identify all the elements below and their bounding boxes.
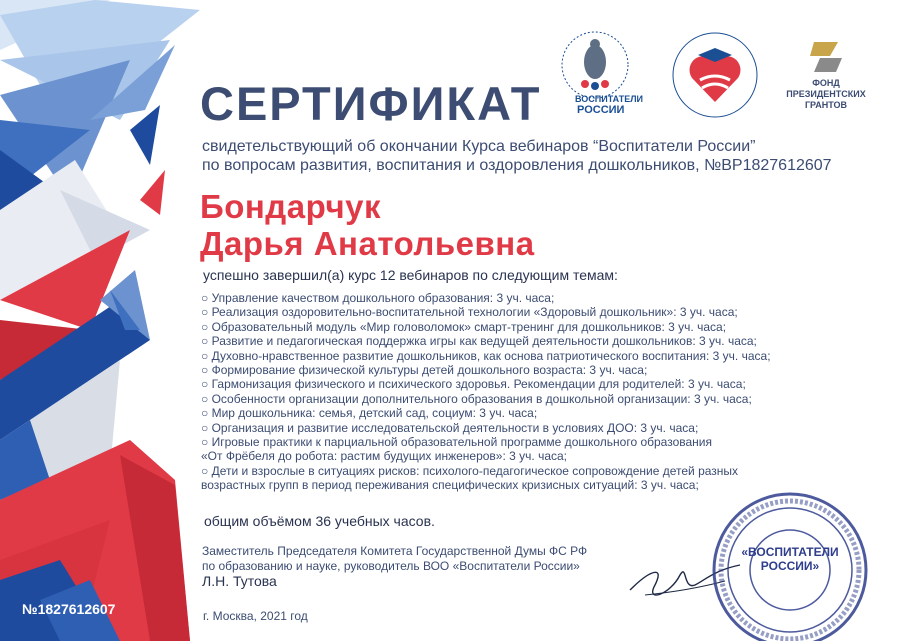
recipient-given-names: Дарья Анатольевна (200, 225, 535, 262)
fond-line2: ПРЕЗИДЕНТСКИХ (786, 89, 866, 99)
fond-line1: ФОНД (812, 78, 840, 88)
voo-emblem-icon (555, 30, 635, 100)
stamp-line2: РОССИИ» (760, 559, 820, 573)
topic-item: «От Фрёбеля до робота: растим будущих инженеров»: 3 уч. часа; (201, 449, 568, 464)
certificate-subtitle (202, 137, 832, 175)
topic-item: возрастных групп в период переживания специфических кризисных ситуаций: 3 уч. часа; (201, 478, 699, 493)
topic-item: ○ Организация и развитие исследовательской деятельности в условиях ДОО: 3 уч. часа; (201, 420, 699, 435)
institute-heart-logo-icon (670, 30, 760, 120)
voo-logo-line1: ВОСПИТАТЕЛИ (575, 94, 643, 104)
subtitle-line1: свидетельствующий об окончании Курса вебинаров “Воспитатели России” (202, 138, 756, 155)
topic-item: ○ Управление качеством дошкольного образования: 3 уч. часа; (201, 291, 555, 305)
topics-list (201, 291, 771, 493)
signer-line2: по образованию и науке, руководитель ВОО «Воспитатели России» (202, 559, 580, 573)
certificate-number: №1827612607 (22, 601, 116, 617)
signer-position (202, 544, 587, 574)
total-hours: общим объёмом 36 учебных часов. (204, 513, 435, 529)
course-intro: успешно завершил(а) курс 12 вебинаров по следующим темам: (203, 267, 618, 283)
stamp-center-text (735, 545, 845, 573)
signer-line1: Заместитель Председателя Комитета Государственной Думы ФС РФ (202, 544, 588, 558)
topic-item: ○ Дети и взрослые в ситуациях рисков: психолого-педагогическое сопровождение детей разных (201, 463, 739, 478)
recipient-surname: Бондарчук (200, 188, 381, 225)
topic-item: ○ Гармонизация физического и психического здоровья. Рекомендации для родителей: 3 уч. часа; (201, 377, 746, 392)
topic-item: ○ Игровые практики к парциальной образовательной программе дошкольного образования (201, 435, 713, 450)
topic-item: ○ Особенности организации дополнительного образования в дошкольной организации: 3 уч. часа; (201, 391, 752, 406)
recipient-name (200, 188, 535, 262)
city-year: г. Москва, 2021 год (203, 609, 308, 623)
topic-item: ○ Мир дошкольника: семья, детский сад, социум: 3 уч. часа; (201, 406, 538, 421)
topic-item: ○ Формирование физической культуры детей дошкольного возраста: 3 уч. часа; (201, 363, 648, 378)
fond-logo-text (776, 78, 876, 111)
fond-line3: ГРАНТОВ (804, 100, 848, 110)
certificate-title: СЕРТИФИКАТ (200, 77, 542, 130)
topic-item: ○ Образовательный модуль «Мир головоломок» смарт-тренинг для дошкольников: 3 уч. часа; (201, 319, 727, 334)
topic-item: ○ Реализация оздоровительно-воспитательной технологии «Здоровый дошкольник»: 3 уч. часа; (201, 305, 738, 320)
fond-logo-icon (810, 42, 842, 72)
topic-item: ○ Духовно-нравственное развитие дошкольников, как основа патриотического воспитания: 3 уч. часа; (201, 348, 771, 363)
signer-name: Л.Н. Тутова (202, 573, 277, 589)
subtitle-line2: по вопросам развития, воспитания и оздоровления дошкольников, №ВР1827612607 (202, 157, 832, 174)
voo-logo-line2: РОССИИ (577, 104, 625, 116)
topic-item: ○ Развитие и педагогическая поддержка игры как ведущей деятельности дошкольников: 3 уч. часа; (201, 334, 757, 349)
stamp-line1: «ВОСПИТАТЕЛИ (741, 545, 839, 559)
